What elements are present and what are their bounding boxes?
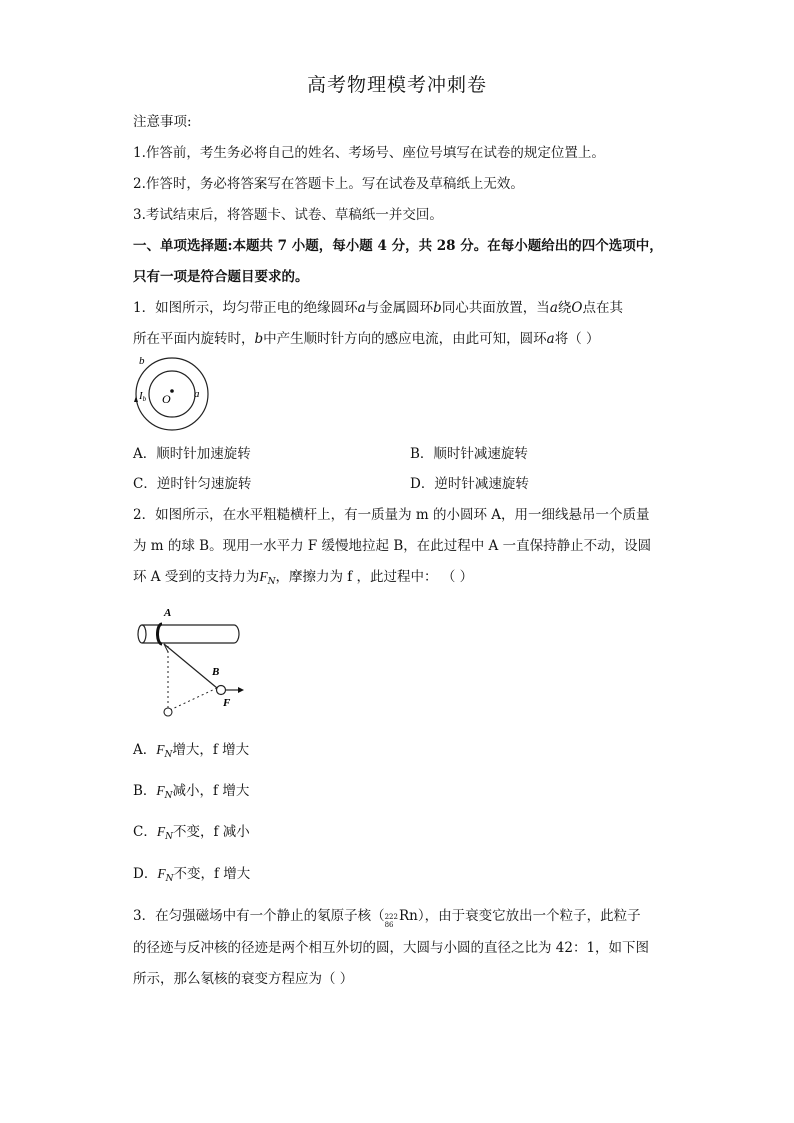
label-b: b — [139, 355, 145, 367]
q2-rod-figure — [128, 602, 258, 722]
q2-stem-line2: 为 m 的球 B。现用一水平力 F 缓慢地拉起 B，在此过程中 A 一直保持静止不动，设圆 — [133, 538, 652, 554]
ring-a — [149, 371, 195, 417]
label-o: O — [162, 392, 171, 406]
q3-stem-line1: 3．在匀强磁场中有一个静止的氡原子核（ 222 86 Rn），由于衰变它放出一个粒子，此粒子 — [133, 908, 641, 929]
string — [164, 644, 220, 688]
q1-option-a[interactable]: A．顺时针加速旋转 — [133, 446, 251, 462]
notice-item: 1.作答前，考生务必将自己的姓名、考场号、座位号填写在试卷的规定位置上。 — [133, 145, 605, 161]
ball-b — [217, 686, 226, 695]
force-arrow-icon — [238, 687, 244, 693]
q2-option-c[interactable]: C．$F_N$不变，f 减小 — [133, 824, 250, 842]
label-a: A — [164, 607, 172, 619]
q1-option-b[interactable]: B．顺时针减速旋转 — [410, 446, 528, 462]
q1-stem-line2: 所在平面内旋转时，b中产生顺时针方向的感应电流，由此可知，圆环a将（ ） — [133, 331, 600, 347]
q1-option-c[interactable]: C．逆时针匀速旋转 — [133, 476, 252, 492]
q1-ring-figure — [128, 352, 218, 432]
isotope-numbers: 222 86 — [384, 913, 398, 929]
section-heading: 一、单项选择题:本题共 7 小题，每小题 4 分，共 28 分。在每小题给出的四个选项中， — [133, 238, 663, 254]
center-dot — [170, 389, 174, 393]
label-f: F — [223, 697, 231, 709]
notice-heading: 注意事项: — [133, 114, 192, 130]
page-title: 高考物理模考冲刺卷 — [306, 74, 487, 96]
ring-a — [158, 624, 163, 644]
q3-stem-line3: 所示，那么氡核的衰变方程应为（ ） — [133, 971, 354, 987]
notice-item: 2.作答时，务必将答案写在答题卡上。写在试卷及草稿纸上无效。 — [133, 176, 524, 192]
current-arrow-icon — [134, 396, 138, 402]
label-a: a — [194, 388, 200, 400]
ball-start — [164, 708, 172, 716]
q2-option-b[interactable]: B．$F_N$减小，f 增大 — [133, 783, 250, 801]
section-heading-cont: 只有一项是符合题目要求的。 — [133, 269, 309, 285]
q2-option-a[interactable]: A．$F_N$增大，f 增大 — [133, 742, 250, 760]
path-dotted-line — [170, 688, 217, 710]
q1-stem-line1: 1．如图所示，均匀带正电的绝缘圆环a与金属圆环b同心共面放置，当a绕O点在其 — [133, 300, 623, 316]
q1-option-d[interactable]: D．逆时针减速旋转 — [410, 476, 529, 492]
q2-option-d[interactable]: D．$F_N$不变，f 增大 — [133, 866, 251, 884]
q2-stem-line3: 环 A 受到的支持力为$F_N$，摩擦力为 f ，此过程中： （ ） — [133, 569, 474, 587]
label-b: B — [212, 666, 220, 678]
label-ib: Ib — [139, 390, 147, 403]
q2-stem-line1: 2．如图所示，在水平粗糙横杆上，有一质量为 m 的小圆环 A，用一细线悬吊一个质量 — [133, 507, 650, 523]
notice-item: 3.考试结束后，将答题卡、试卷、草稿纸一并交回。 — [133, 207, 443, 223]
rod-end — [138, 625, 146, 643]
q3-stem-line2: 的径迹与反冲核的径迹是两个相互外切的圆，大圆与小圆的直径之比为 42：1，如下图 — [133, 940, 650, 956]
